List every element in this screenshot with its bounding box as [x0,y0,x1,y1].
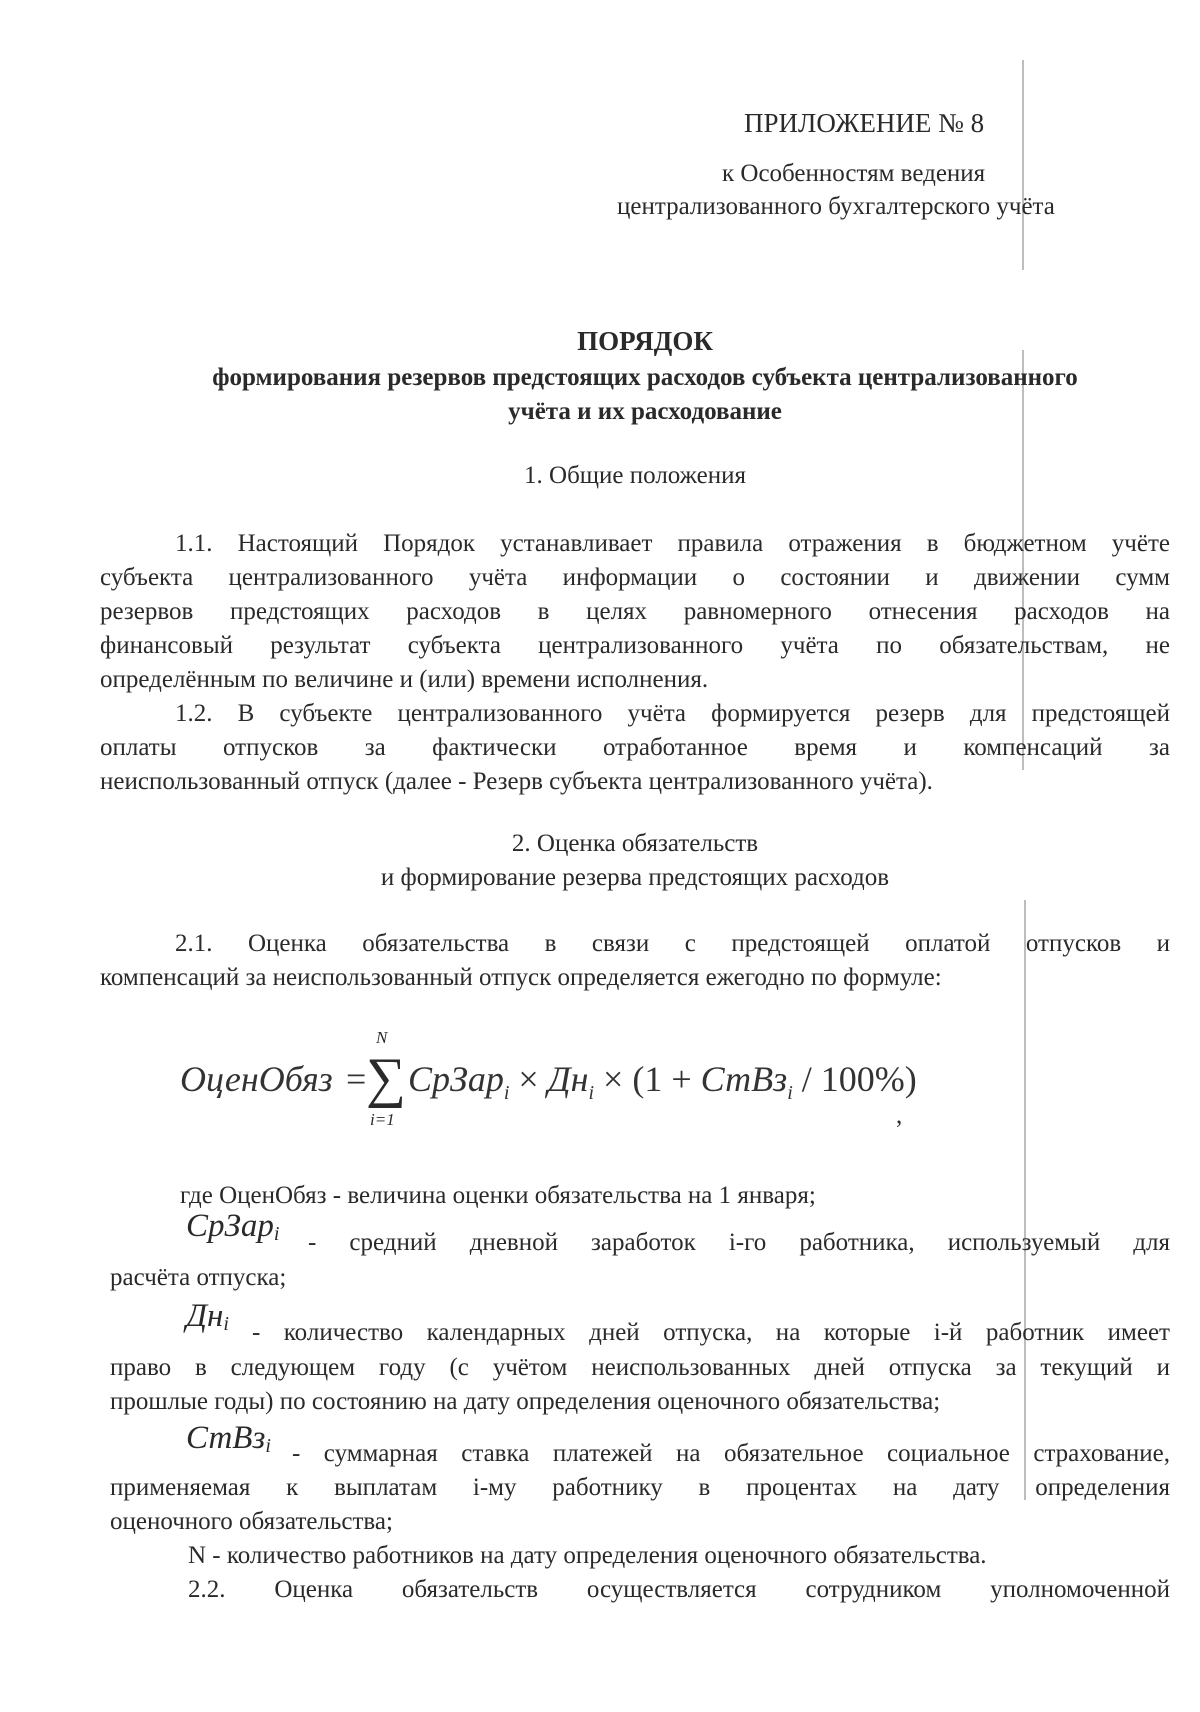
formula-open: (1 + [632,1059,692,1099]
document-subtitle-line1: формирования резервов предстоящих расходов субъекта централизованного [212,364,1078,391]
document-subtitle-line2: учёта и их расходование [508,398,782,425]
sum-sigma-symbol: ∑ [366,1047,406,1109]
definition-line: - количество календарных дней отпуска, на которые i-й работник имеет [252,1319,1170,1346]
paragraph-line: оплаты отпусков за фактически отработанное время и компенсаций за [100,734,1170,761]
scan-mark-line [1022,60,1024,270]
paragraph-line: определённым по величине и (или) времени исполнения. [100,666,709,693]
definition-line: применяемая к выплатам i-му работнику в процентах на дату определения [110,1474,1170,1501]
section-heading: 1. Общие положения [524,462,746,489]
appendix-number: ПРИЛОЖЕНИЕ № 8 [744,108,985,138]
formula: ОценОбяз = N ∑ i=1 СрЗар$_i$ × $Дн_i \times (1$ + СтВз$_i$ / 100%) , [180,1028,917,1129]
formula-equals: = [346,1059,367,1099]
definition-symbol: $Дн_i$ [186,1298,229,1336]
formula-term-srzar: СрЗар [408,1059,504,1099]
definition-line: расчёта отпуска; [110,1264,287,1291]
section-heading: и формирование резерва предстоящих расходов [380,864,890,891]
where-definition: где ОценОбяз - величина оценки обязательства на 1 января; [180,1182,816,1209]
formula-times: × [603,1059,624,1099]
paragraph-line: 2.1. Оценка обязательства в связи с предстоящей оплатой отпусков и [175,930,1170,957]
section-heading: 2. Оценка обязательств [511,830,759,857]
formula-trailing-comma: , [896,1102,903,1129]
paragraph-line: финансовый результат субъекта централизованного учёта по обязательствам, не [100,632,1170,659]
paragraph-line: 1.1. Настоящий Порядок устанавливает правила отражения в бюджетном учёте [175,530,1170,557]
paragraph-line: неиспользованный отпуск (далее - Резерв субъекта централизованного учёта). [100,768,933,795]
paragraph-line: резервов предстоящих расходов в целях равномерного отнесения расходов на [100,598,1170,625]
definition-symbol: СтВз$_i$ [186,1420,271,1458]
definition-line: прошлые годы) по состоянию на дату определения оценочного обязательства; [110,1388,941,1415]
paragraph-line: 2.2. Оценка обязательств осуществляется сотрудником уполномоченной [188,1576,1170,1603]
document-title: ПОРЯДОК [577,326,713,356]
paragraph-line: субъекта централизованного учёта информации о состоянии и движении сумм [100,564,1170,591]
definition-symbol: СрЗар$_i$ [186,1208,280,1246]
definition-line: N - количество работников на дату определения оценочного обязательства. [188,1542,987,1569]
formula-close: / 100%) [801,1059,917,1099]
definition-line: - суммарная ставка платежей на обязательное социальное страхование, [292,1440,1170,1467]
formula-lhs: ОценОбяз [180,1059,333,1099]
scan-mark-line [1024,900,1026,1500]
formula-term-stvz: СтВз [700,1059,788,1099]
appendix-reference-line2: централизованного бухгалтерского учёта [617,193,1055,220]
sum-lower-limit: i=1 [370,1110,395,1129]
definition-line: право в следующем году (с учётом неиспользованных дней отпуска за текущий и [110,1354,1170,1381]
definition-line: - средний дневной заработок i-го работника, используемый для [308,1229,1170,1256]
paragraph-line: 1.2. В субъекте централизованного учёта формируется резерв для предстоящей [175,700,1170,727]
paragraph-line: компенсаций за неиспользованный отпуск определяется ежегодно по формуле: [100,964,942,991]
formula-times: × [518,1059,539,1099]
definition-line: оценочного обязательства; [110,1508,393,1535]
formula-term-dn: Дн [547,1059,589,1099]
appendix-reference-line1: к Особенностям ведения [722,160,986,187]
sum-upper-limit: N [376,1028,388,1047]
